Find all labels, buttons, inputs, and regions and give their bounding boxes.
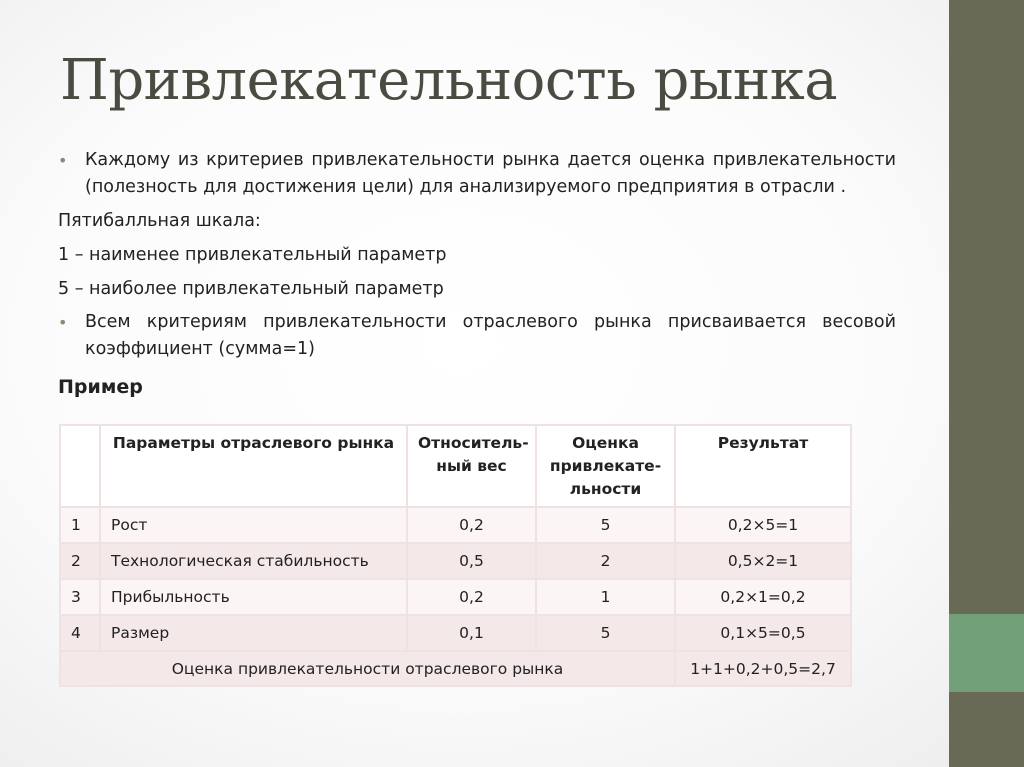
bullet-text: Всем критериям привлекательности отраслевого рынка присваивается весовой коэффициент (сумма=1) (85, 312, 896, 359)
row-number: 4 (60, 615, 100, 651)
result-cell: 0,5×2=1 (675, 543, 851, 579)
table-header-row (60, 425, 851, 507)
total-value: 1+1+0,2+0,5=2,7 (675, 651, 851, 686)
weight-cell: 0,2 (407, 579, 536, 615)
row-number: 1 (60, 507, 100, 543)
parameter-cell: Размер (100, 615, 407, 651)
score-cell: 5 (536, 507, 675, 543)
scale-label: Пятибалльная шкала: (58, 211, 261, 231)
market-table (59, 424, 852, 687)
row-number: 3 (60, 579, 100, 615)
header-cell: Оценка привлекате-льности (536, 425, 675, 507)
table-row (60, 615, 851, 651)
header-cell: Параметры отраслевого рынка (100, 425, 407, 507)
side-bar-accent (949, 614, 1024, 692)
row-number: 2 (60, 543, 100, 579)
score-cell: 5 (536, 615, 675, 651)
header-cell: Относитель-ный вес (407, 425, 536, 507)
weight-cell: 0,2 (407, 507, 536, 543)
header-cell: Результат (675, 425, 851, 507)
parameter-cell: Прибыльность (100, 579, 407, 615)
score-cell: 1 (536, 579, 675, 615)
scale-min: 1 – наименее привлекательный параметр (58, 245, 447, 265)
weight-cell: 0,1 (407, 615, 536, 651)
header-cell (60, 425, 100, 507)
table-row (60, 507, 851, 543)
scale-max: 5 – наиболее привлекательный параметр (58, 279, 444, 299)
parameter-cell: Технологическая стабильность (100, 543, 407, 579)
weight-cell: 0,5 (407, 543, 536, 579)
bullet-text: Каждому из критериев привлекательности рынка дается оценка привлекательности (полезность для достижения цели) для анализируемого предприятия в отрасли . (85, 150, 896, 197)
result-cell: 0,1×5=0,5 (675, 615, 851, 651)
bullet-icon: • (58, 151, 68, 170)
bullet-icon: • (58, 313, 68, 332)
result-cell: 0,2×5=1 (675, 507, 851, 543)
example-heading: Пример (58, 376, 143, 398)
slide-body (58, 147, 896, 399)
parameter-cell: Рост (100, 507, 407, 543)
bullet-item (58, 147, 896, 201)
table-row (60, 579, 851, 615)
table-total-row (60, 651, 851, 686)
total-label: Оценка привлекательности отраслевого рынка (60, 651, 675, 686)
slide-title: Привлекательность рынка (60, 48, 838, 113)
score-cell: 2 (536, 543, 675, 579)
bullet-item (58, 309, 896, 363)
table-row (60, 543, 851, 579)
result-cell: 0,2×1=0,2 (675, 579, 851, 615)
